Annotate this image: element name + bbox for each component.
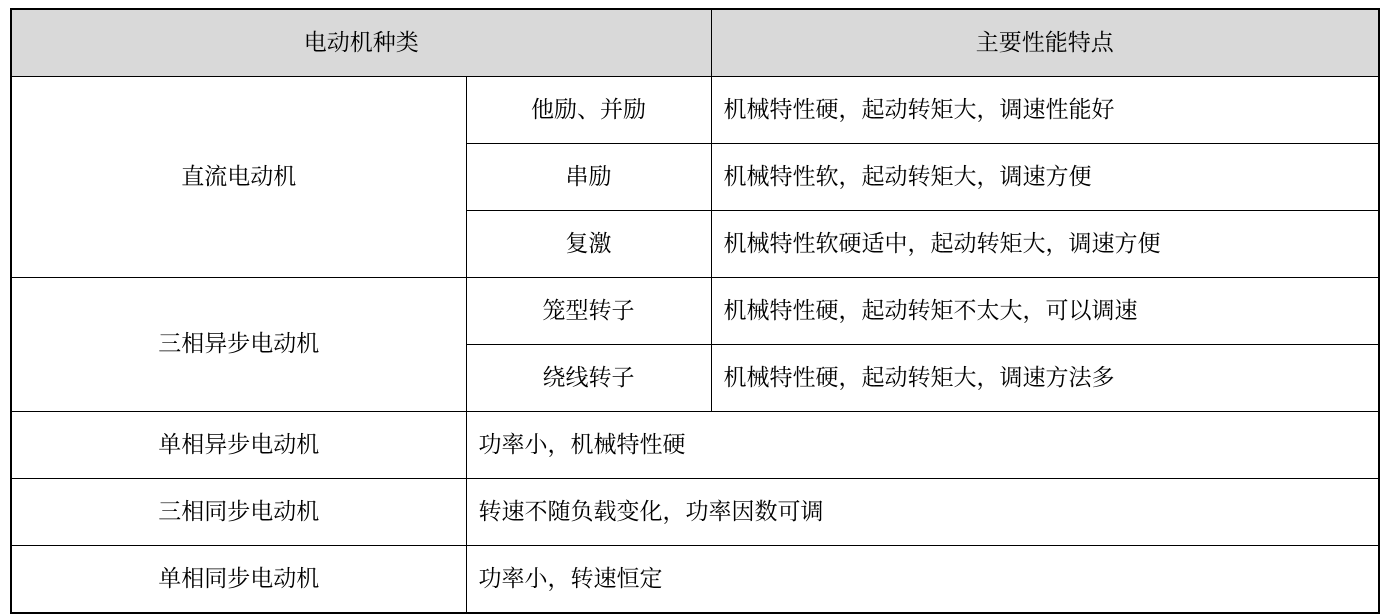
- cell-feature: 机械特性软，起动转矩大，调速方便: [711, 144, 1379, 211]
- cell-feature: 功率小，转速恒定: [466, 546, 1379, 614]
- cell-feature: 机械特性硬，起动转矩大，调速方法多: [711, 345, 1379, 412]
- table-row: [11, 278, 1379, 345]
- cell-subtype: 串励: [466, 144, 711, 211]
- cell-feature: 机械特性硬，起动转矩不太大，可以调速: [711, 278, 1379, 345]
- cell-subtype: 笼型转子: [466, 278, 711, 345]
- header-cell-kind: 电动机种类: [11, 9, 711, 77]
- motor-types-table: [10, 8, 1380, 614]
- cell-kind: 直流电动机: [11, 77, 466, 278]
- cell-feature: 转速不随负载变化，功率因数可调: [466, 479, 1379, 546]
- cell-kind: 单相同步电动机: [11, 546, 466, 614]
- table-row: [11, 412, 1379, 479]
- table-row: [11, 77, 1379, 144]
- cell-subtype: 绕线转子: [466, 345, 711, 412]
- table-row: [11, 479, 1379, 546]
- header-cell-features: 主要性能特点: [711, 9, 1379, 77]
- cell-feature: 功率小，机械特性硬: [466, 412, 1379, 479]
- cell-feature: 机械特性硬，起动转矩大，调速性能好: [711, 77, 1379, 144]
- cell-feature: 机械特性软硬适中，起动转矩大，调速方便: [711, 211, 1379, 278]
- cell-kind: 三相同步电动机: [11, 479, 466, 546]
- cell-kind: 三相异步电动机: [11, 278, 466, 412]
- table-row: [11, 546, 1379, 614]
- cell-kind: 单相异步电动机: [11, 412, 466, 479]
- cell-subtype: 复激: [466, 211, 711, 278]
- table-header-row: [11, 9, 1379, 77]
- cell-subtype: 他励、并励: [466, 77, 711, 144]
